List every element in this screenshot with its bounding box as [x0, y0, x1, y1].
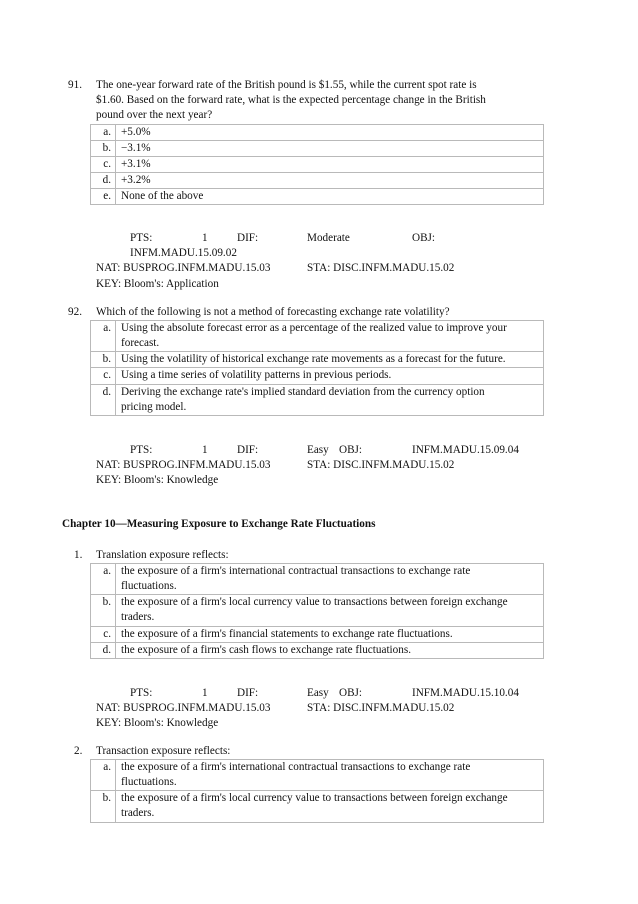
option-letter: c. [91, 156, 116, 172]
key-field: KEY: Bloom's: Application [96, 277, 219, 290]
option-row [91, 188, 544, 204]
option-row [91, 384, 544, 415]
dif-label: DIF: [237, 444, 259, 456]
option-text: −3.1% [116, 140, 544, 156]
option-row [91, 321, 544, 352]
question-number: 91. [68, 79, 82, 91]
option-text-line: the exposure of a firm's international contractual transactions to exchange rate [121, 761, 471, 774]
option-letter: a. [91, 760, 116, 791]
option-letter: a. [91, 564, 116, 595]
option-text-line: traders. [121, 611, 155, 624]
question-92 [62, 305, 552, 416]
option-row [91, 124, 544, 140]
option-row [91, 368, 544, 384]
option-row [91, 595, 544, 626]
option-letter: b. [91, 791, 116, 822]
question-text-line: The one-year forward rate of the British pound is $1.55, while the current spot rate is [96, 79, 477, 91]
obj-label: OBJ: [412, 232, 436, 244]
option-letter: c. [91, 626, 116, 642]
question-91-metadata [96, 231, 566, 292]
question-number: 92. [68, 306, 82, 318]
option-row [91, 626, 544, 642]
option-text: Using the volatility of historical exchange rate movements as a forecast for the future. [116, 352, 544, 368]
option-row [91, 352, 544, 368]
option-text: None of the above [116, 188, 544, 204]
nat-field: NAT: BUSPROG.INFM.MADU.15.03 [96, 262, 271, 275]
question-text-line: pound over the next year? [96, 109, 213, 122]
option-text-line: the exposure of a firm's international contractual transactions to exchange rate [121, 565, 471, 578]
option-text-line: Using the absolute forecast error as a percentage of the realized value to improve your [121, 322, 507, 335]
option-letter: b. [91, 352, 116, 368]
option-row [91, 172, 544, 188]
option-text-line: Deriving the exchange rate's implied standard deviation from the currency option [121, 385, 485, 398]
question-text-line: Transaction exposure reflects: [96, 745, 231, 757]
option-text [116, 595, 544, 626]
question-text-line: $1.60. Based on the forward rate, what is the expected percentage change in the British [96, 94, 486, 107]
option-letter: b. [91, 595, 116, 626]
pts-value: 1 [202, 687, 208, 699]
nat-field: NAT: BUSPROG.INFM.MADU.15.03 [96, 459, 271, 472]
option-row [91, 791, 544, 822]
option-letter: d. [91, 172, 116, 188]
sta-field: STA: DISC.INFM.MADU.15.02 [307, 459, 455, 472]
obj-value: INFM.MADU.15.09.02 [130, 247, 237, 260]
obj-value: INFM.MADU.15.10.04 [412, 687, 519, 699]
options-table [90, 759, 544, 822]
chapter-heading: Chapter 10—Measuring Exposure to Exchange Rate Fluctuations [62, 518, 376, 530]
question-1-metadata [96, 686, 566, 732]
option-text: +5.0% [116, 124, 544, 140]
options-table [90, 320, 544, 416]
option-text: Using a time series of volatility patterns in previous periods. [116, 368, 544, 384]
option-text-line: pricing model. [121, 400, 187, 413]
obj-value: INFM.MADU.15.09.04 [412, 444, 519, 456]
question-92-metadata [96, 443, 566, 489]
obj-label: OBJ: [339, 444, 363, 456]
option-letter: c. [91, 368, 116, 384]
sta-field: STA: DISC.INFM.MADU.15.02 [307, 702, 455, 715]
dif-value: Moderate [307, 232, 350, 244]
option-row [91, 760, 544, 791]
question-1-stem [62, 548, 552, 563]
pts-label: PTS: [130, 687, 153, 699]
option-text [116, 321, 544, 352]
option-text-line: the exposure of a firm's local currency value to transactions between foreign exchange [121, 596, 508, 609]
option-text [116, 791, 544, 822]
option-letter: d. [91, 642, 116, 658]
option-letter: b. [91, 140, 116, 156]
question-2-stem [62, 744, 552, 759]
pts-label: PTS: [130, 444, 153, 456]
sta-field: STA: DISC.INFM.MADU.15.02 [307, 262, 455, 275]
option-text: +3.2% [116, 172, 544, 188]
question-text-line: Which of the following is not a method of forecasting exchange rate volatility? [96, 306, 450, 318]
question-number: 2. [74, 745, 83, 757]
option-row [91, 156, 544, 172]
option-text [116, 384, 544, 415]
question-91 [62, 78, 552, 205]
pts-label: PTS: [130, 232, 153, 244]
option-text-line: the exposure of a firm's local currency value to transactions between foreign exchange [121, 792, 508, 805]
option-row [91, 564, 544, 595]
option-text: the exposure of a firm's financial statements to exchange rate fluctuations. [116, 626, 544, 642]
pts-value: 1 [202, 444, 208, 456]
option-letter: e. [91, 188, 116, 204]
option-text [116, 760, 544, 791]
option-text [116, 564, 544, 595]
option-letter: a. [91, 124, 116, 140]
option-letter: a. [91, 321, 116, 352]
question-text-line: Translation exposure reflects: [96, 549, 229, 561]
option-row [91, 642, 544, 658]
question-92-stem [62, 305, 552, 320]
key-field: KEY: Bloom's: Knowledge [96, 474, 219, 487]
option-text-line: fluctuations. [121, 580, 177, 593]
option-text-line: forecast. [121, 337, 160, 350]
key-field: KEY: Bloom's: Knowledge [96, 717, 219, 730]
obj-label: OBJ: [339, 687, 363, 699]
dif-value: Easy [307, 687, 329, 699]
option-text-line: traders. [121, 807, 155, 820]
question-number: 1. [74, 549, 83, 561]
option-row [91, 140, 544, 156]
dif-label: DIF: [237, 687, 259, 699]
question-91-stem [62, 78, 552, 124]
option-text-line: fluctuations. [121, 776, 177, 789]
question-1 [62, 548, 552, 659]
option-letter: d. [91, 384, 116, 415]
pts-value: 1 [202, 232, 208, 244]
options-table [90, 124, 544, 205]
question-2 [62, 744, 552, 823]
dif-value: Easy [307, 444, 329, 456]
options-table [90, 563, 544, 659]
option-text: the exposure of a firm's cash flows to exchange rate fluctuations. [116, 642, 544, 658]
nat-field: NAT: BUSPROG.INFM.MADU.15.03 [96, 702, 271, 715]
option-text: +3.1% [116, 156, 544, 172]
dif-label: DIF: [237, 232, 259, 244]
